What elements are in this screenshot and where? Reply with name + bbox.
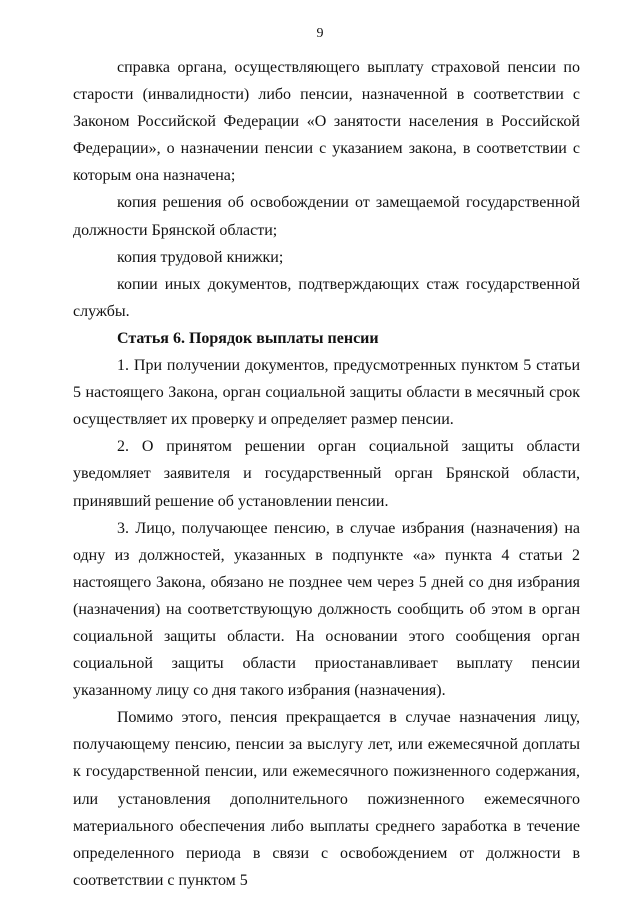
paragraph-clause-2: 2. О принятом решении орган социальной защиты области уведомляет заявителя и государственный орган Брянской области, принявший решение об установлении пенсии. [73, 438, 580, 510]
document-body [73, 54, 580, 894]
paragraph-clause-1: 1. При получении документов, предусмотренных пунктом 5 статьи 5 настоящего Закона, орган социальной защиты области в месячный срок осуществляет их проверку и определяет размер пенсии. [73, 357, 580, 429]
paragraph-work-book-copy: копия трудовой книжки; [117, 248, 284, 266]
page-number: 9 [316, 26, 324, 41]
paragraph-termination: Помимо этого, пенсия прекращается в случае назначения лицу, получающему пенсию, пенсии за выслугу лет, или ежемесячной доплаты к государственной пенсии, или ежемесячного пожизненного содержания, или установления дополнительного пожизненного ежемесячного материального обеспечения либо выплаты среднего заработка в течение определенного периода в связи с освобождением от должности в соответствии с пунктом 5 [73, 709, 580, 889]
paragraph-certificate-pension-authority: справка органа, осуществляющего выплату страховой пенсии по старости (инвалидности) либо пенсии, назначенной в соответствии с Законом Российской Федерации «О занятости населения в Российской Федерации», о назначении пенсии с указанием закона, в соответствии с которым она назначена; [73, 59, 580, 185]
paragraph-release-decision-copy: копия решения об освобождении от замещаемой государственной должности Брянской области; [73, 194, 580, 239]
paragraph-clause-3: 3. Лицо, получающее пенсию, в случае избрания (назначения) на одну из должностей, указанных в подпункте «а» пункта 4 статьи 2 настоящего Закона, обязано не позднее чем через 5 дней со дня избрания (назначения) на соответствующую должность сообщить об этом в орган социальной защиты области. На основании этого сообщения орган социальной защиты области приостанавливает выплату пенсии указанному лицу со дня такого избрания (назначения). [73, 519, 580, 700]
paragraph-service-documents-copies: копии иных документов, подтверждающих стаж государственной службы. [73, 275, 580, 320]
article-6-heading: Статья 6. Порядок выплаты пенсии [117, 329, 379, 347]
